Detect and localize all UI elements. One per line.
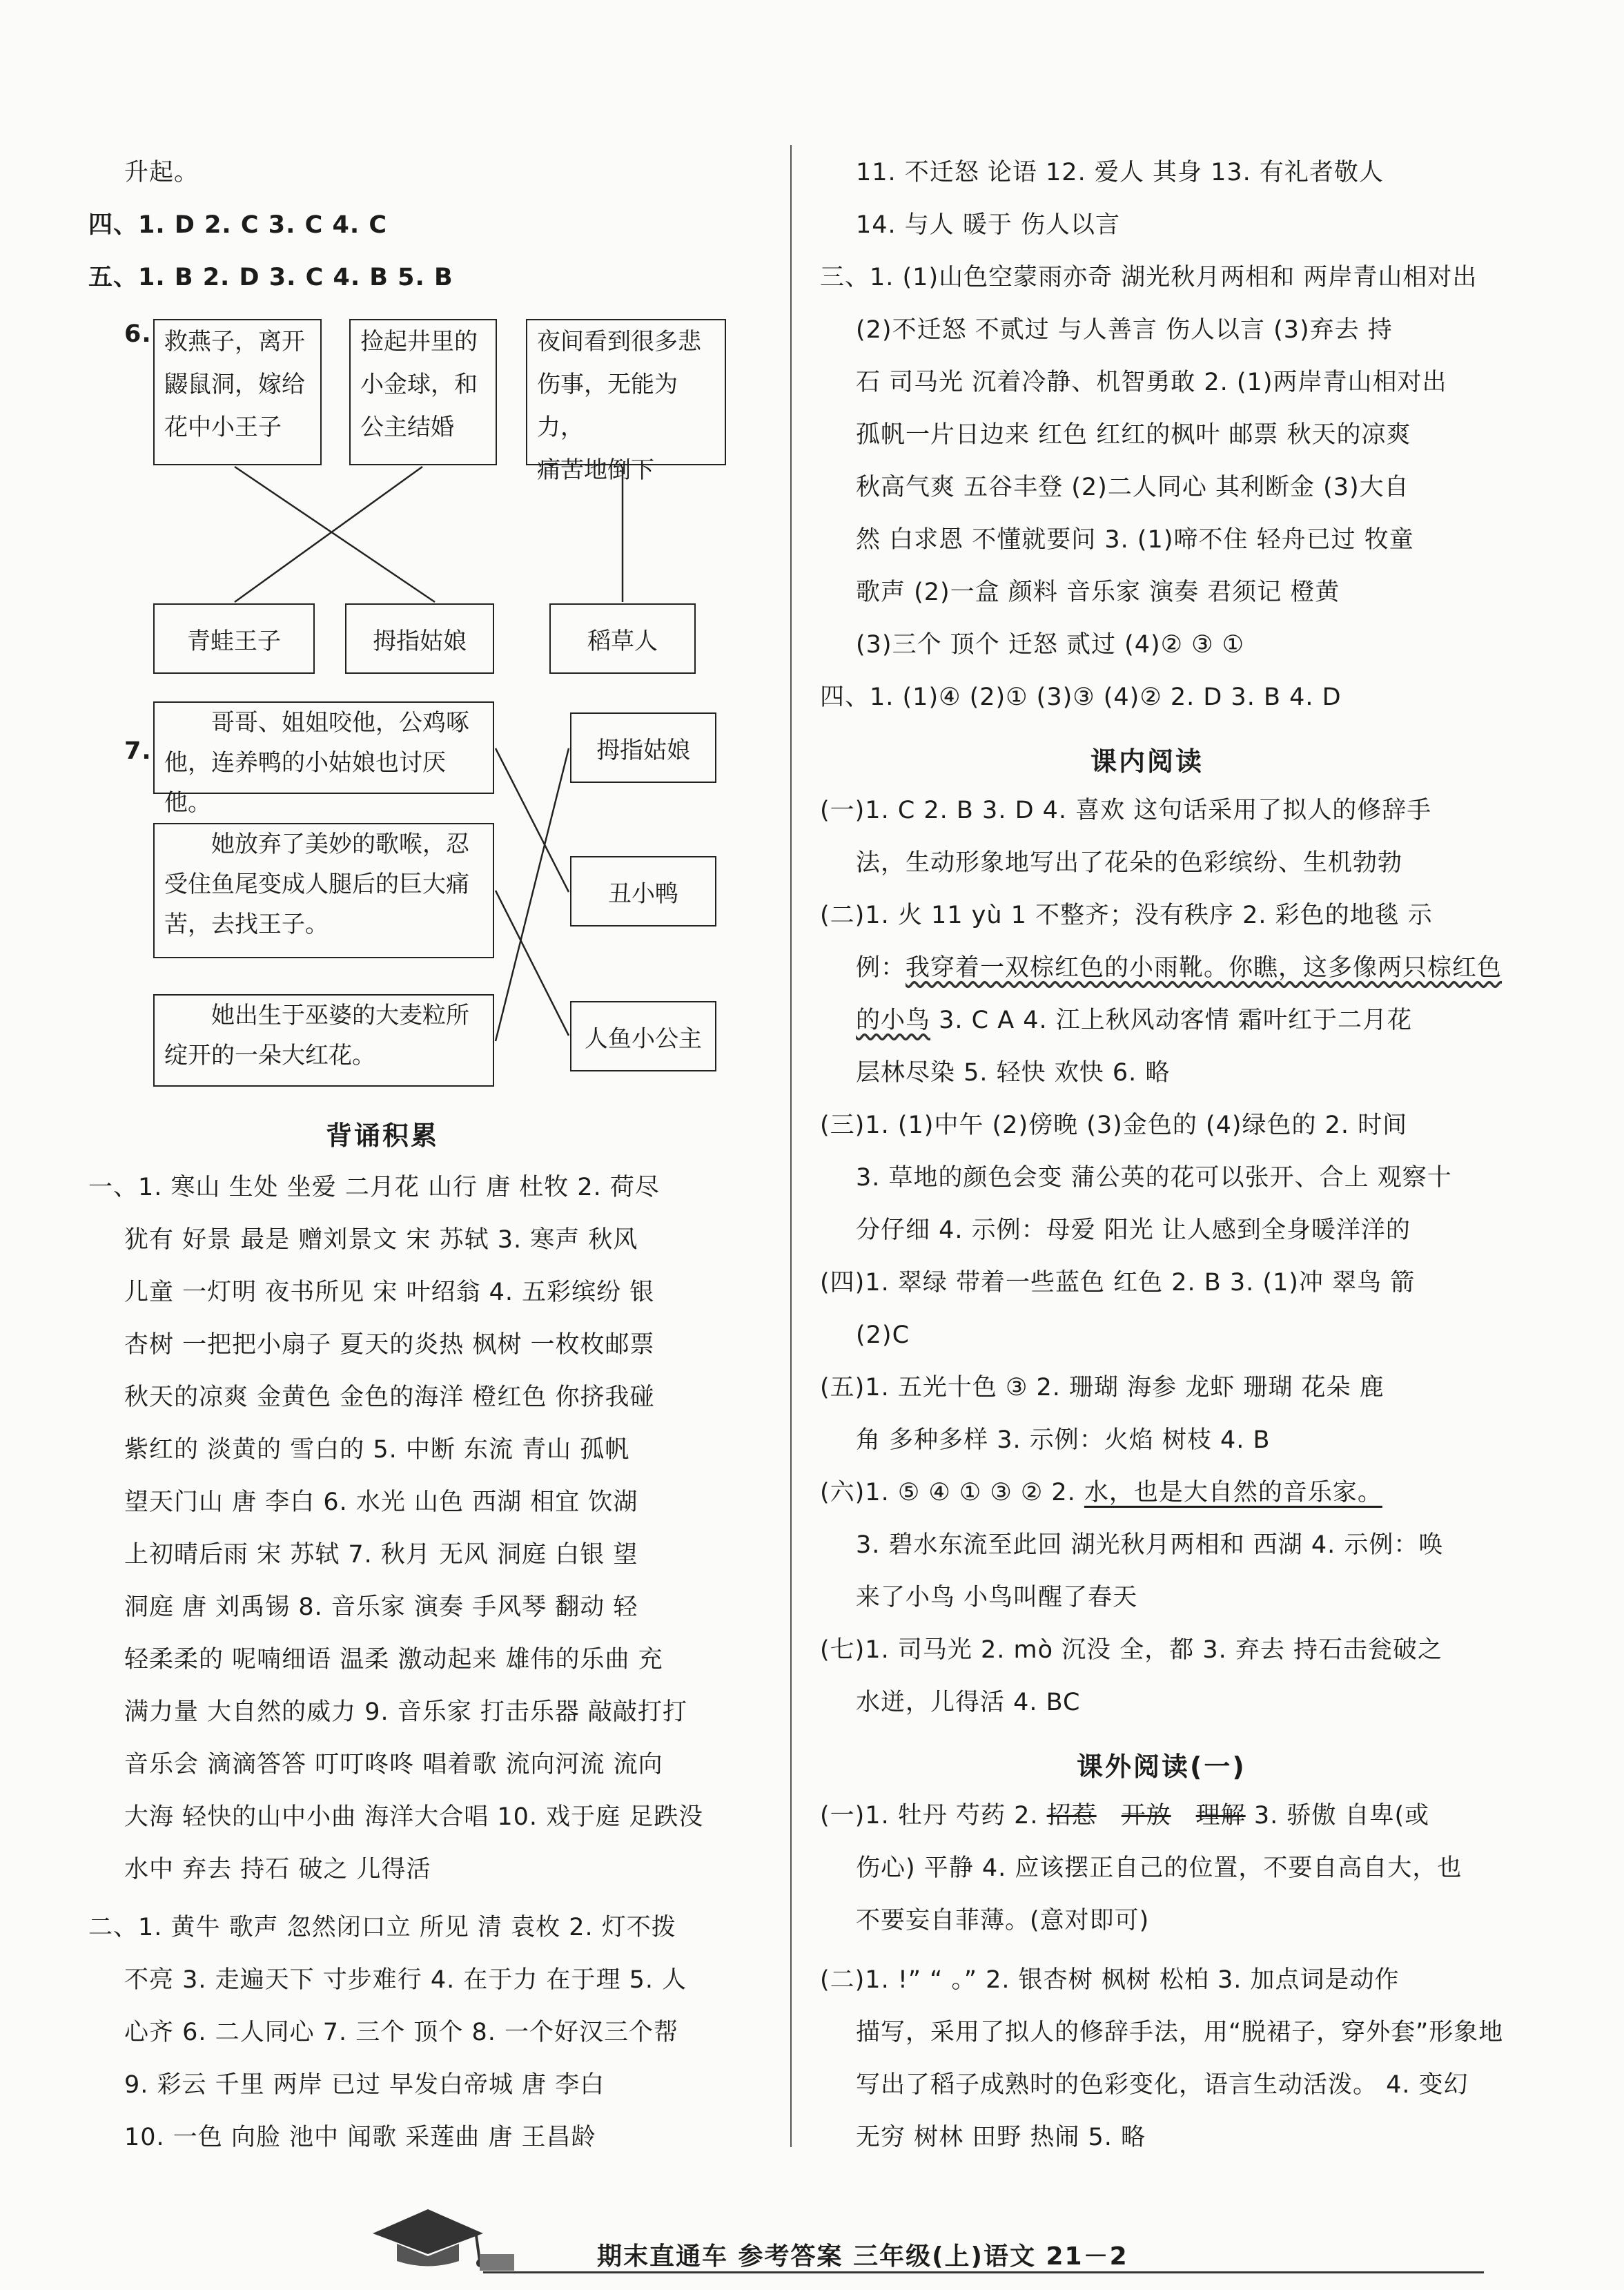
struck-text: 开放 bbox=[1121, 1802, 1171, 1830]
box-line: 苦，去找王子。 bbox=[164, 911, 329, 938]
text-line: 杏树 一把把小扇子 夏天的炎热 枫树 一枚枚邮票 bbox=[124, 1331, 655, 1359]
text-span: 3. 骄傲 自卑(或 bbox=[1245, 1802, 1430, 1830]
text-line bbox=[856, 953, 1502, 983]
q6-target-1: 青蛙王子 bbox=[153, 603, 315, 674]
text-line bbox=[820, 1801, 1429, 1831]
text-line: 法，生动形象地写出了花朵的色彩缤纷、生机勃勃 bbox=[856, 849, 1403, 877]
box-line: 哥哥、姐姐咬他，公鸡啄 bbox=[164, 709, 469, 737]
text-span: (六)1. ⑤ ④ ① ③ ② 2. bbox=[820, 1479, 1084, 1506]
text-line: 不亮 3. 走遍天下 寸步难行 4. 在于力 在于理 5. 人 bbox=[124, 1966, 687, 1994]
box-line: 小金球，和 bbox=[360, 371, 478, 398]
text-line: (五)1. 五光十色 ③ 2. 珊瑚 海参 龙虾 珊瑚 花朵 鹿 bbox=[820, 1374, 1385, 1401]
section-heading-kenei: 课内阅读 bbox=[1090, 746, 1204, 777]
text-line: 一、1. 寒山 生处 坐爱 二月花 山行 唐 杜牧 2. 荷尽 bbox=[88, 1174, 660, 1201]
q6-target-3: 稻草人 bbox=[549, 603, 696, 674]
box-line: 捡起井里的 bbox=[360, 328, 478, 356]
text-line: 伤心) 平静 4. 应该摆正自己的位置，不要自高自大，也 bbox=[856, 1854, 1462, 1882]
underlined-text: 水，也是大自然的音乐家。 bbox=[1084, 1479, 1382, 1506]
match-line bbox=[496, 748, 569, 1041]
book-icon bbox=[476, 2247, 518, 2275]
box-line: 公主结婚 bbox=[360, 414, 454, 441]
q7-target-2: 丑小鸭 bbox=[570, 856, 716, 926]
q6-target-2: 拇指姑娘 bbox=[345, 603, 494, 674]
text-line: 写出了稻子成熟时的色彩变化，语言生动活泼。 4. 变幻 bbox=[856, 2071, 1469, 2099]
text-line: 14. 与人 暖于 伤人以言 bbox=[856, 211, 1121, 239]
wavy-underlined-text: 的小鸟 bbox=[856, 1007, 931, 1034]
text-line: (二)1. !” “ 。” 2. 银杏树 枫树 松柏 3. 加点词是动作 bbox=[820, 1966, 1400, 1994]
box-line: 绽开的一朵大红花。 bbox=[164, 1042, 375, 1069]
match-line bbox=[235, 467, 435, 602]
text-line: 儿童 一灯明 夜书所见 宋 叶绍翁 4. 五彩缤纷 银 bbox=[124, 1279, 655, 1306]
struck-text: 招惹 bbox=[1046, 1802, 1097, 1830]
box-line: 她放弃了美妙的歌喉，忍 bbox=[164, 831, 469, 858]
text-line: 11. 不迁怒 论语 12. 爱人 其身 13. 有礼者敬人 bbox=[856, 159, 1384, 186]
text-line: 秋高气爽 五谷丰登 (2)二人同心 其利断金 (3)大自 bbox=[856, 474, 1409, 501]
text-line: (2)C bbox=[856, 1321, 910, 1349]
text-line: 描写，采用了拟人的修辞手法，用“脱裙子，穿外套”形象地 bbox=[856, 2019, 1504, 2046]
text-line: 心齐 6. 二人同心 7. 三个 顶个 8. 一个好汉三个帮 bbox=[124, 2019, 679, 2046]
text-line: (七)1. 司马光 2. mò 沉没 全，都 3. 弃去 持石击瓮破之 bbox=[820, 1636, 1443, 1664]
text-line: 升起。 bbox=[124, 159, 199, 186]
text-line: 分仔细 4. 示例：母爱 阳光 让人感到全身暖洋洋的 bbox=[856, 1216, 1411, 1244]
text-line: (二)1. 火 11 yù 1 不整齐；没有秩序 2. 彩色的地毯 示 bbox=[820, 902, 1433, 929]
box-line: 救燕子，离开 bbox=[164, 328, 305, 356]
text-line: 音乐会 滴滴答答 叮叮咚咚 唱着歌 流向河流 流向 bbox=[124, 1751, 663, 1778]
text-line: (2)不迁怒 不贰过 与人善言 伤人以言 (3)弃去 持 bbox=[856, 316, 1393, 344]
wavy-underlined-text: 我穿着一双棕红色的小雨靴。你瞧，这多像两只棕红色 bbox=[906, 954, 1503, 982]
box-line: 受住鱼尾变成人腿后的巨大痛 bbox=[164, 871, 469, 898]
text-line: 二、1. 黄牛 歌声 忽然闭口立 所见 清 袁枚 2. 灯不拨 bbox=[88, 1914, 676, 1941]
text-span: 例： bbox=[856, 954, 906, 982]
match-line bbox=[496, 891, 569, 1036]
text-span: (一)1. 牡丹 芍药 2. bbox=[820, 1802, 1047, 1830]
section-heading-beisong: 背诵积累 bbox=[326, 1120, 440, 1151]
text-line: 3. 草地的颜色会变 蒲公英的花可以张开、合上 观察十 bbox=[856, 1164, 1452, 1192]
box-line: 鼹鼠洞，嫁给 bbox=[164, 371, 305, 398]
question-number: 7. bbox=[124, 737, 152, 765]
text-line: 四、1. (1)④ (2)① (3)③ (4)② 2. D 3. B 4. D bbox=[820, 683, 1342, 711]
text-line: 犹有 好景 最是 赠刘景文 宋 苏轼 3. 寒声 秋风 bbox=[124, 1226, 638, 1254]
text-line: 角 多种多样 3. 示例：火焰 树枝 4. B bbox=[856, 1426, 1271, 1454]
column-divider bbox=[790, 145, 792, 2147]
footer-text: 期末直通车 参考答案 三年级(上)语文 21－2 bbox=[597, 2242, 1128, 2271]
text-line: 歌声 (2)一盒 颜料 音乐家 演奏 君须记 橙黄 bbox=[856, 579, 1340, 606]
text-line: 石 司马光 沉着冷静、机智勇敢 2. (1)两岸青山相对出 bbox=[856, 369, 1447, 396]
text-line: 10. 一色 向脸 池中 闻歌 采莲曲 唐 王昌龄 bbox=[124, 2124, 596, 2151]
text-line: 无穷 树林 田野 热闹 5. 略 bbox=[856, 2124, 1146, 2151]
text-line: 轻柔柔的 呢喃细语 温柔 激动起来 雄伟的乐曲 充 bbox=[124, 1646, 663, 1673]
text-line: (四)1. 翠绿 带着一些蓝色 红色 2. B 3. (1)冲 翠鸟 箭 bbox=[820, 1269, 1416, 1297]
text-line: 洞庭 唐 刘禹锡 8. 音乐家 演奏 手风琴 翻动 轻 bbox=[124, 1593, 638, 1621]
text-line bbox=[856, 1005, 1412, 1036]
text-line bbox=[820, 1477, 1382, 1508]
text-line: 秋天的凉爽 金黄色 金色的海洋 橙红色 你挤我碰 bbox=[124, 1384, 655, 1411]
q7-target-3: 人鱼小公主 bbox=[570, 1001, 716, 1071]
text-line: 水迸，儿得活 4. BC bbox=[856, 1689, 1081, 1716]
text-line: (一)1. C 2. B 3. D 4. 喜欢 这句话采用了拟人的修辞手 bbox=[820, 797, 1432, 824]
text-line: (3)三个 顶个 迁怒 贰过 (4)② ③ ① bbox=[856, 631, 1245, 659]
text-line: 上初晴后雨 宋 苏轼 7. 秋月 无风 洞庭 白银 望 bbox=[124, 1541, 638, 1569]
box-line: 伤事，无能为力， bbox=[537, 371, 678, 441]
footer-rule bbox=[483, 2271, 1484, 2273]
box-line: 痛苦地倒下 bbox=[537, 456, 654, 484]
text-line: 不要妄自菲薄。(意对即可) bbox=[856, 1907, 1150, 1934]
match-line bbox=[235, 467, 422, 602]
answer-line-si: 四、1. D 2. C 3. C 4. C bbox=[88, 211, 388, 239]
text-line: 9. 彩云 千里 两岸 已过 早发白帝城 唐 李白 bbox=[124, 2071, 605, 2099]
question-number: 6. bbox=[124, 320, 152, 348]
text-line: 层林尽染 5. 轻快 欢快 6. 略 bbox=[856, 1059, 1171, 1087]
text-line: 然 白求恩 不懂就要问 3. (1)啼不住 轻舟已过 牧童 bbox=[856, 526, 1414, 554]
text-line: 满力量 大自然的威力 9. 音乐家 打击乐器 敲敲打打 bbox=[124, 1698, 688, 1726]
struck-text: 理解 bbox=[1195, 1802, 1246, 1830]
answer-line-wu: 五、1. B 2. D 3. C 4. B 5. B bbox=[88, 264, 453, 291]
text-line: 来了小鸟 小鸟叫醒了春天 bbox=[856, 1584, 1138, 1611]
text-line: 三、1. (1)山色空蒙雨亦奇 湖光秋月两相和 两岸青山相对出 bbox=[820, 264, 1478, 291]
q7-target-1: 拇指姑娘 bbox=[570, 712, 716, 783]
text-line: 3. 碧水东流至此回 湖光秋月两相和 西湖 4. 示例：唤 bbox=[856, 1531, 1444, 1559]
box-line: 她出生于巫婆的大麦粒所 bbox=[164, 1002, 469, 1029]
text-line: 紫红的 淡黄的 雪白的 5. 中断 东流 青山 孤帆 bbox=[124, 1436, 630, 1464]
text-line: (三)1. (1)中午 (2)傍晚 (3)金色的 (4)绿色的 2. 时间 bbox=[820, 1112, 1408, 1139]
text-span: 3. C A 4. 江上秋风动客情 霜叶红于二月花 bbox=[930, 1007, 1412, 1034]
text-line: 水中 弃去 持石 破之 儿得活 bbox=[124, 1856, 431, 1883]
section-heading-kewai: 课外阅读(一) bbox=[1077, 1752, 1246, 1782]
box-line: 夜间看到很多悲 bbox=[537, 328, 701, 356]
box-line: 花中小王子 bbox=[164, 414, 282, 441]
box-line: 他，连养鸭的小姑娘也讨厌他。 bbox=[164, 749, 446, 817]
text-line: 孤帆一片日边来 红色 红红的枫叶 邮票 秋天的凉爽 bbox=[856, 421, 1411, 449]
text-line: 大海 轻快的山中小曲 海洋大合唱 10. 戏于庭 足跌没 bbox=[124, 1803, 704, 1831]
text-line: 望天门山 唐 李白 6. 水光 山色 西湖 相宜 饮湖 bbox=[124, 1488, 638, 1516]
match-line bbox=[496, 748, 569, 892]
